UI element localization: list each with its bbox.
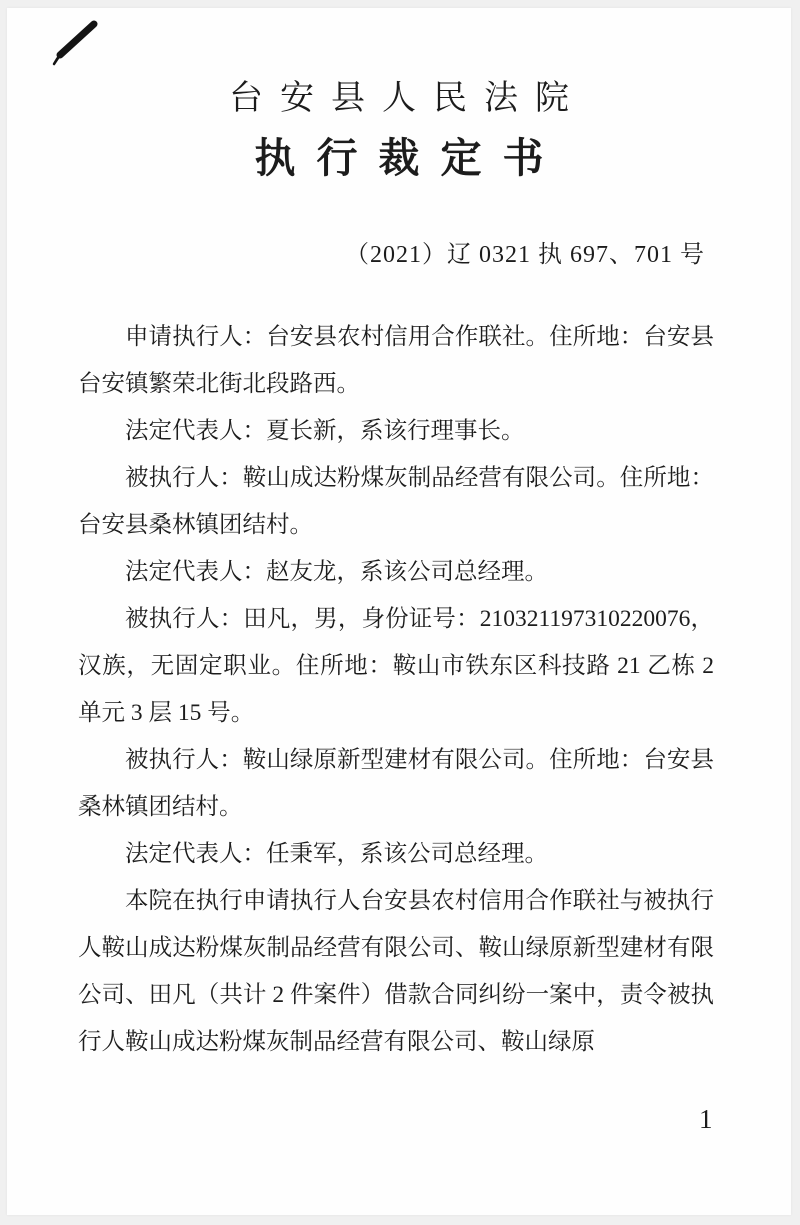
pen-stroke-icon	[47, 14, 103, 74]
paragraph-applicant-representative: 法定代表人：夏长新，系该行理事长。	[125, 418, 525, 444]
court-name: 台安县人民法院	[229, 80, 586, 117]
paragraph-respondent-company-2: 被执行人：鞍山绿原新型建材有限公司。住所地：台安县桑林镇团结村。	[78, 747, 714, 820]
paragraph-respondent-company-1-representative: 法定代表人：赵友龙，系该公司总经理。	[125, 559, 548, 585]
paragraph-case-summary: 本院在执行申请执行人台安县农村信用合作联社与被执行人鞍山成达粉煤灰制品经营有限公司、鞍山绿原新型建材有限公司、田凡（共计 2 件案件）借款合同纠纷一案中，责令被执行人鞍山成达粉煤灰制品经营有限公司、鞍山绿原	[78, 888, 714, 1055]
document-page	[7, 8, 791, 1215]
document-title: 执行裁定书	[254, 135, 565, 181]
document-body	[78, 314, 714, 1066]
page-number: 1	[699, 1104, 713, 1134]
paragraph-respondent-company-1: 被执行人：鞍山成达粉煤灰制品经营有限公司。住所地：台安县桑林镇团结村。	[78, 465, 714, 538]
paragraph-respondent-individual: 被执行人：田凡，男，身份证号：210321197310220076，汉族，无固定职业。住所地：鞍山市铁东区科技路 21 乙栋 2 单元 3 层 15 号。	[78, 606, 714, 726]
case-number: （2021）辽 0321 执 697、701 号	[345, 242, 705, 268]
paragraph-respondent-company-2-representative: 法定代表人：任秉军，系该公司总经理。	[125, 841, 548, 867]
paragraph-applicant: 申请执行人：台安县农村信用合作联社。住所地：台安县台安镇繁荣北街北段路西。	[78, 324, 714, 397]
